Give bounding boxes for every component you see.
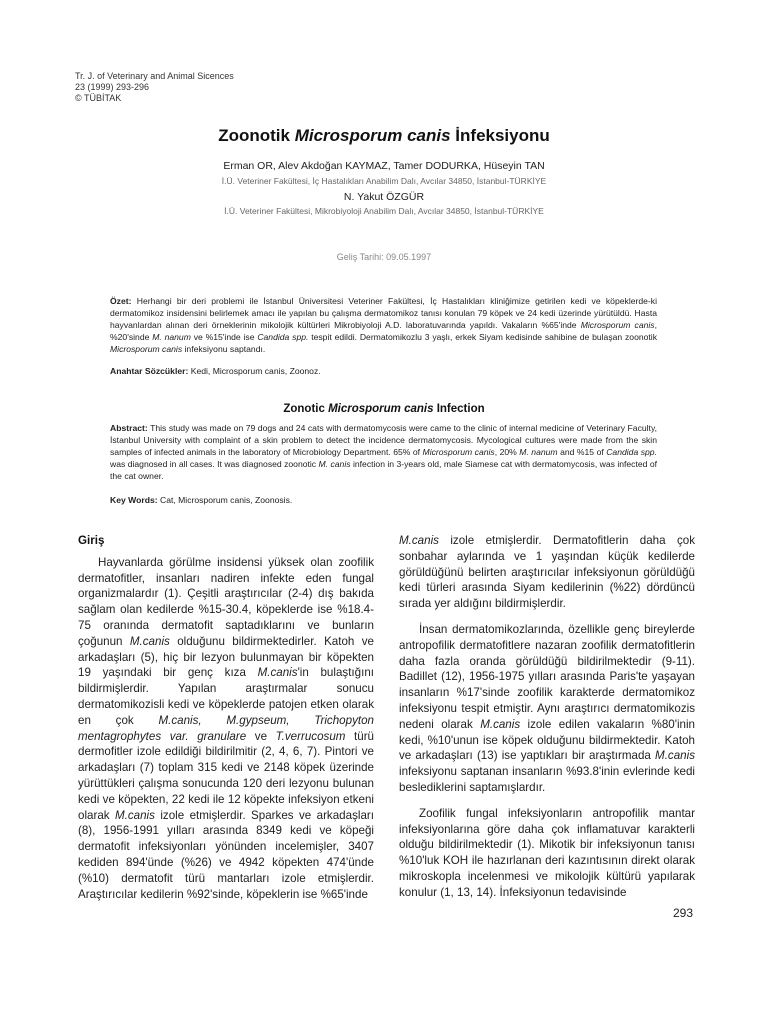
paragraph-italic: M.canis	[399, 534, 439, 547]
abstract-text: , 20%	[494, 447, 520, 457]
abstract-italic: Microsporum canis	[422, 447, 495, 457]
abstract-text: infection in 3-years old, male Siamese cat with dermatomycosis, was infected of the cat owner.	[110, 459, 658, 481]
ozet-text: Herhangi bir deri problemi ile İstanbul Üniversitesi Veteriner Fakültesi, İç Hastalıkları kliniğimize getirilen kedi ve köpeklerde-ki dermatomikoz insidensini belirlemek amacı ile yapılan bu çalışma dermatomikoz tanısı konulan 79 köpek ve 24 kedi üzerinde yürütüldü. Hasta hayvanlardan alınan deri örneklerinin mikolojik kültürleri Mikrobiyoloji A.D. laboratuvarında yapıldı. Vakaların %65'inde	[110, 296, 657, 330]
ozet-italic: M. nanum	[152, 332, 191, 342]
ozet-text: infeksiyonu saptandı.	[182, 344, 266, 354]
author-names-2: N. Yakut ÖZGÜR	[343, 191, 425, 203]
author-affiliation-2: İ.Ü. Veteriner Fakültesi, Mikrobiyoloji Anabilim Dalı, Avcılar 34850, İstanbul-TÜRKİYE	[224, 206, 544, 216]
paragraph-italic: T.verrucosum	[275, 729, 346, 743]
right-column	[399, 533, 695, 911]
title-italic: Microsporum canis	[294, 126, 451, 145]
section-heading-giris: Giriş	[78, 534, 105, 547]
paragraph-text: İnsan dermatomikozlarında, özellikle genç bireylerde antropofilik dermatofitlere nazaran zoofilik dermatofitlerin daha fazla oranda görüldüğü bildirilmektedir (9-11). Badillet (12), 1956-1975 yılları arasında Paris'te yaşayan insanların %17'sinde zoofilik karakterde dermatomikoz infeksiyonu tespit etmiştir. Aynı araştırıcı dermatomikozis nedeni olarak	[399, 622, 695, 731]
paragraph-text: türü dermofitler izole edildiği bildirilmitir (2, 4, 6, 7). Pintori ve arkadaşları (7) toplam 315 kedi ve 2148 köpek üzerinde yürüttükleri çalışma sonucunda 120 deri lezyonu bulunan kedi ve köpekten, 22 kedi ile 12 köpekte infeksiyon etkeni olarak	[78, 729, 375, 822]
paragraph-text: 'in bulaştığını bildirmişlerdir. Yapılan araştırmalar sonucu dermatomikozisli kedi ve köpeklerde patojen etken olarak en çok	[78, 666, 374, 727]
page-number: 293	[673, 906, 694, 920]
journal-copyright: © TÜBİTAK	[75, 93, 122, 103]
paragraph-italic: M.canis	[257, 666, 298, 680]
paragraph	[399, 622, 695, 796]
paragraph-text: ve	[246, 729, 276, 743]
paragraph-text: izole etmişlerdir. Dermatofitlerin daha çok sonbahar aylarında ve 1 yaşından küçük kedilerde görüldüğünü belirten araştırıcılar infeksiyonun görüldüğü kedi türleri arasında Siyam kedilerinin (%22) dördüncü sırada yer aldığını bildirmişlerdir.	[399, 534, 695, 611]
journal-volume: 23 (1999) 293-296	[75, 82, 150, 92]
english-title	[0, 403, 768, 415]
author-affiliation-1: İ.Ü. Veteriner Fakültesi, İç Hastalıkları Anabilim Dalı, Avcılar 34850, İstanbul-TÜRKİYE	[221, 176, 547, 186]
ozet-label: Özet:	[110, 296, 132, 306]
ozet-text: ve %15'inde ise	[190, 332, 258, 342]
ozet-text: , %20'sinde	[110, 320, 657, 342]
abstract-label: Abstract:	[110, 423, 148, 433]
abstract-italic: Candida spp.	[606, 447, 657, 457]
key-words	[110, 495, 657, 505]
journal-header	[75, 71, 234, 104]
paragraph-text: infeksiyonu saptanan insanların %93.8'inin evlerinde kedi beslediklerini saptamışlardır.	[399, 765, 695, 794]
paragraph-italic: M.canis	[655, 749, 695, 763]
title-text-end: İnfeksiyonu	[450, 126, 550, 145]
paper-title	[0, 126, 768, 146]
paragraph	[399, 806, 695, 901]
abstract-text: This study was made on 79 dogs and 24 cats with dermatomycosis were came to the clinic of internal medicine of Veterinary Faculty, İstanbul University with complaint of a skin problem to detect the incidence dermatomycosis. Mycological cultures were made from the skin samples of infected animals in the laboratory of Microbiology Department. 65% of	[110, 423, 657, 457]
author-names-1: Erman OR, Alev Akdoğan KAYMAZ, Tamer DODURKA, Hüseyin TAN	[223, 160, 545, 172]
paragraph	[399, 533, 695, 612]
en-title-italic: Microsporum canis	[328, 403, 434, 415]
paragraph-italic: M.canis	[480, 717, 521, 731]
paragraph-text: Zoofilik fungal infeksiyonların antropofilik mantar infeksiyonlarına göre daha çok inflamatuvar karakterli olduğu bildirilmektedir (1). Mikotik bir infeksiyonun tanısı %10'luk KOH ile hazırlanan deri kazıntısının direkt olarak mikroskopla incelenmesi ve mikolojik kültürü yapılarak konulur (1, 13, 14). İnfeksiyonun tedavisinde	[399, 806, 695, 899]
paragraph-italic: M.canis	[114, 808, 155, 822]
abstract-italic: M. canis	[318, 459, 351, 469]
ozet-italic: Candida spp.	[257, 332, 309, 342]
paragraph-text: Hayvanlarda görülme insidensi yüksek olan zoofilik dermatofitler, insanları nadiren infekte eden fungal organizmalardır (1). Çeşitli araştırıcılar (2-4) dış bakıda sağlam olan kedilerde %15-30.4, köpeklerde ise %18.4-75 oranında dermatofit saptadıklarını ve bunların çoğunun	[78, 555, 374, 648]
ozet-text: tespit edildi. Dermatomikozlu 3 yaşlı, erkek Siyam kedisinde sahibine de bulaşan zoonotik	[308, 332, 658, 342]
paragraph-italic: M.canis, M.gypseum, Trichopyton mentagrophytes var. granulare	[78, 713, 374, 743]
paragraph-italic: M.canis	[129, 634, 170, 648]
en-title-text: Zonotic	[283, 403, 329, 415]
ozet-abstract	[110, 295, 657, 355]
abstract-italic: M. nanum	[519, 447, 558, 457]
ozet-italic: Microsporum canis	[580, 320, 655, 330]
paragraph-text: olduğunu bildirmektedirler. Katoh ve arkadaşları (5), hiç bir lezyon bulunmayan bir köpekten 19 yaşındaki bir genç kıza	[78, 634, 374, 680]
keywords-text: Cat, Microsporum canis, Zoonosis.	[157, 495, 293, 505]
title-text: Zoonotik	[218, 126, 295, 145]
keywords-label: Key Words:	[110, 495, 158, 505]
anahtar-label: Anahtar Sözcükler:	[110, 366, 189, 376]
abstract-text: was diagnosed in all cases. It was diagnosed zoonotic	[110, 459, 319, 469]
english-abstract	[110, 422, 657, 482]
received-date: Geliş Tarihi: 09.05.1997	[336, 252, 432, 262]
ozet-italic: Microsporum canis	[110, 344, 183, 354]
anahtar-text: Kedi, Microsporum canis, Zoonoz.	[188, 366, 321, 376]
en-title-text-end: Infection	[433, 403, 485, 415]
paragraph-text: izole edilen vakaların %80'inin kedi, %10'unun ise köpek olduğunu bildirmektedir. Katoh ve arkadaşları (13) ise yaptıkları bir araştırmada	[399, 717, 695, 763]
anahtar-sozcukler	[110, 366, 657, 376]
abstract-text: and %15 of	[557, 447, 607, 457]
left-column	[78, 533, 374, 912]
paragraph	[78, 555, 374, 903]
journal-name: Tr. J. of Veterinary and Animal Sicences	[75, 71, 234, 81]
paragraph-text: izole etmişlerdir. Sparkes ve arkadaşları (8), 1956-1991 yılları arasında 8349 kedi ve köpeği dermatofit infeksiyonları yönünden incelemişler, 3407 kediden 894'ünde (%26) ve 4942 köpekten 474'ünde (%10) dermatofit türü mantarları izole etmişlerdir. Araştırıcılar kedilerin %92'sinde, köpeklerin ise %65'inde	[78, 808, 374, 901]
